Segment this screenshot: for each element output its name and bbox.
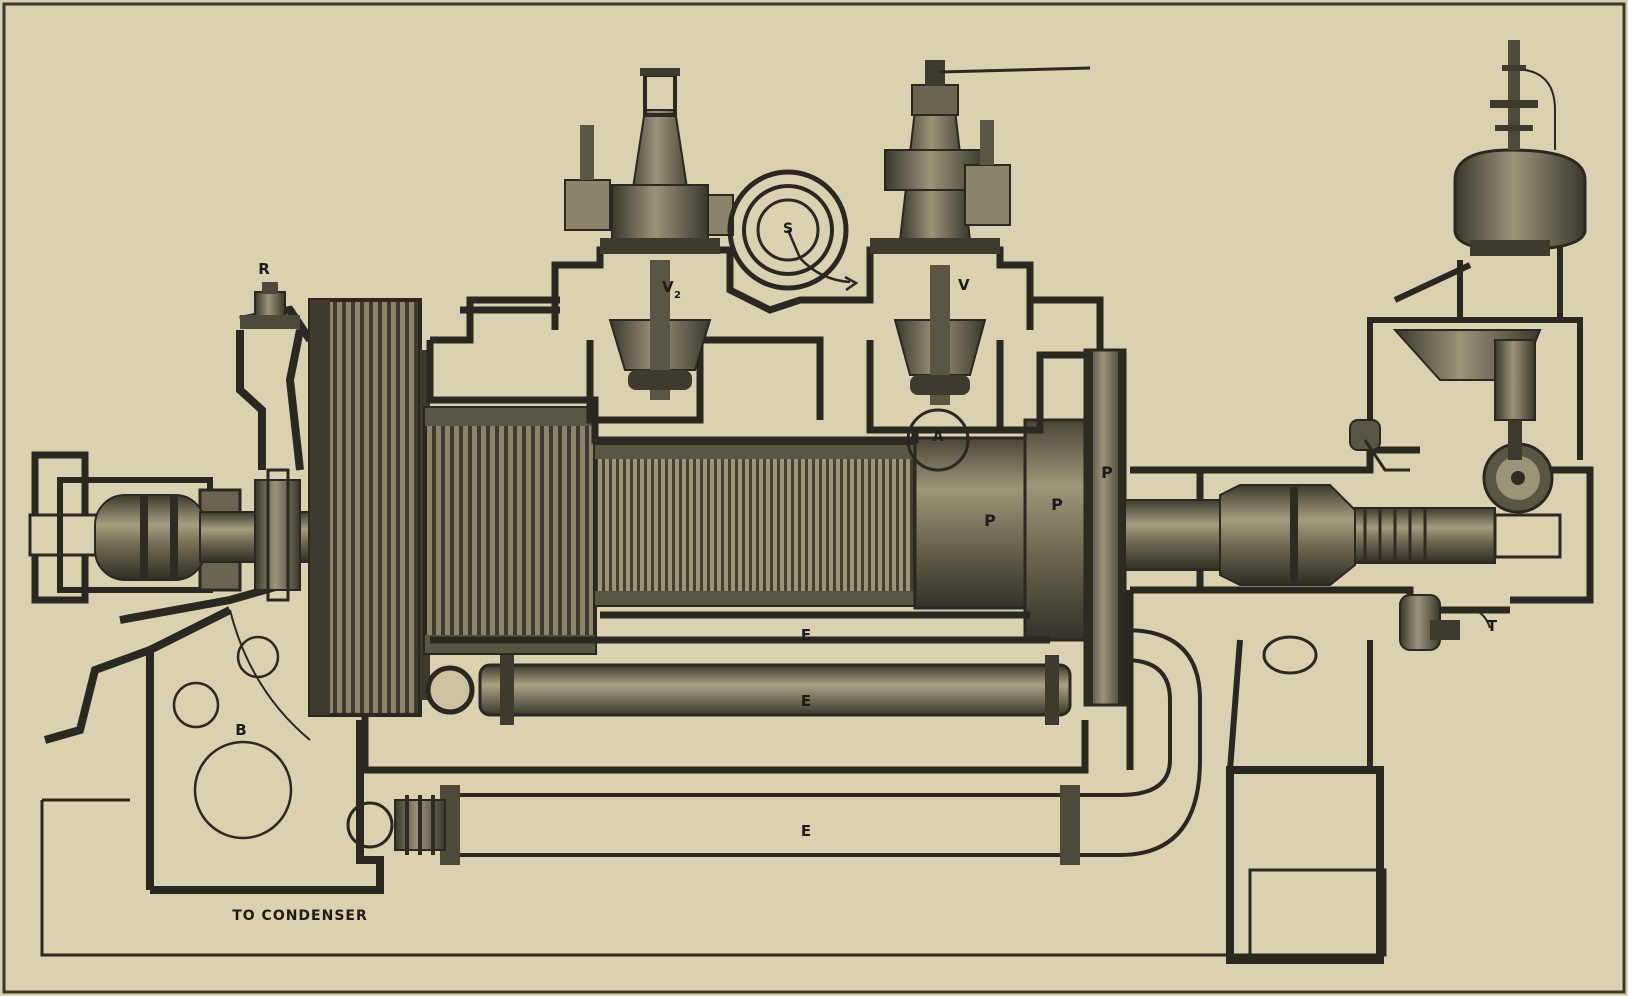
equalizing-pipe-upper (428, 655, 1070, 725)
intermediate-blade-stage (425, 408, 595, 653)
left-coupling (95, 495, 205, 580)
low-pressure-blade-stage (310, 300, 430, 715)
label-a: A (932, 429, 944, 445)
label-v2: V (662, 278, 674, 296)
label-r: R (258, 260, 270, 278)
label-e-3: E (800, 822, 812, 840)
worm-gear-shaft (1355, 508, 1560, 563)
label-b: B (235, 721, 247, 739)
label-p-1: P (984, 511, 996, 530)
label-e-2: E (800, 692, 812, 710)
left-gland (255, 470, 300, 600)
right-coupling (1220, 485, 1355, 585)
label-p-3: P (1101, 463, 1113, 482)
label-e-1: E (800, 626, 812, 644)
label-s: S (782, 221, 794, 237)
high-pressure-blade-stage (595, 445, 915, 605)
label-v2-subscript: 2 (674, 290, 681, 301)
label-p-2: P (1051, 495, 1063, 514)
label-to-condenser: TO CONDENSER (232, 908, 368, 924)
label-v: V (958, 276, 970, 294)
label-t: T (1486, 617, 1498, 635)
right-shaft (1125, 500, 1225, 570)
